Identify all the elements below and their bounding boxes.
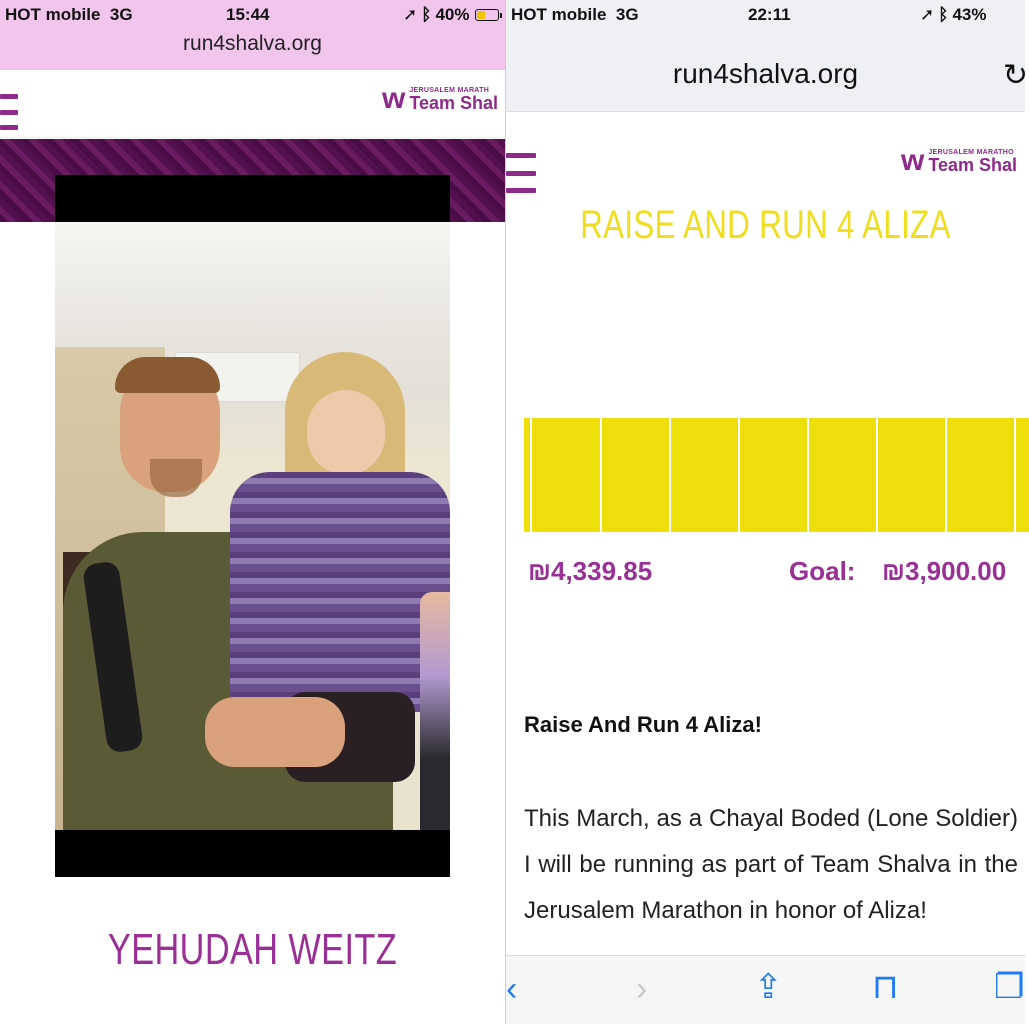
address-bar[interactable]: run4shalva.org [183, 32, 322, 55]
battery-percent: 43% [952, 5, 987, 24]
story-body: This March, as a Chayal Boded (Lone Soldier) I will be running as part of Team Shalva in the Jerusalem Marathon in honor of Aliza! [524, 805, 1018, 924]
team-shalva-logo[interactable] [901, 146, 1017, 176]
battery-icon [475, 9, 499, 21]
bookmarks-icon[interactable]: ⊓ [872, 968, 899, 1006]
runner-photo [55, 175, 450, 877]
right-screenshot [505, 0, 1028, 1024]
carrier-label: HOT mobile 3G [5, 5, 133, 24]
battery-percent: 40% [435, 5, 470, 24]
reload-icon[interactable]: ↻ [1002, 59, 1028, 92]
bluetooth-icon: ᛒ [938, 5, 949, 24]
location-arrow-icon: ➚ [403, 5, 418, 24]
campaign-title: RAISE AND RUN 4 ALIZA [580, 203, 951, 247]
clock: 22:11 [748, 5, 791, 24]
location-arrow-icon: ➚ [920, 5, 935, 24]
logo-icon: ᴡ [382, 82, 406, 115]
clock: 15:44 [226, 5, 270, 24]
logo-big-text: Team Shal [928, 154, 1018, 175]
forward-icon[interactable]: › [636, 970, 648, 1008]
team-shalva-logo[interactable] [382, 84, 498, 114]
address-bar[interactable]: run4shalva.org [672, 58, 859, 89]
share-icon[interactable]: ⇪ [754, 968, 783, 1006]
bluetooth-icon: ᛒ [421, 5, 432, 24]
logo-icon: ᴡ [901, 144, 925, 177]
logo-big-text: Team Shal [409, 92, 499, 113]
runner-name: YEHUDAH WEITZ [107, 925, 398, 974]
amount-raised: ₪4,339.85 [528, 556, 653, 586]
logo-small-text: JERUSALEM MARATH [409, 86, 490, 94]
status-bar [0, 0, 505, 30]
back-icon[interactable]: ‹ [506, 970, 518, 1008]
site-header [0, 70, 505, 138]
status-icons [920, 5, 986, 25]
hamburger-menu-icon[interactable] [506, 153, 536, 193]
story-title: Raise And Run 4 Aliza! [524, 712, 762, 737]
tabs-icon[interactable]: ❐ [994, 968, 1025, 1006]
goal-amount: ₪3,900.00 [882, 556, 1007, 586]
carrier-label: HOT mobile 3G [511, 5, 639, 24]
runner-photo-image [55, 222, 450, 830]
status-icons [403, 5, 499, 25]
hamburger-menu-icon[interactable] [0, 94, 18, 130]
goal-label: Goal: [789, 556, 856, 586]
status-bar [506, 0, 1024, 30]
left-screenshot [0, 0, 505, 1024]
site-header [506, 113, 1025, 193]
logo-small-text: JERUSALEM MARATHO [928, 148, 1014, 156]
fundraising-progress-bar [524, 418, 1029, 532]
browser-toolbar [506, 955, 1025, 1024]
